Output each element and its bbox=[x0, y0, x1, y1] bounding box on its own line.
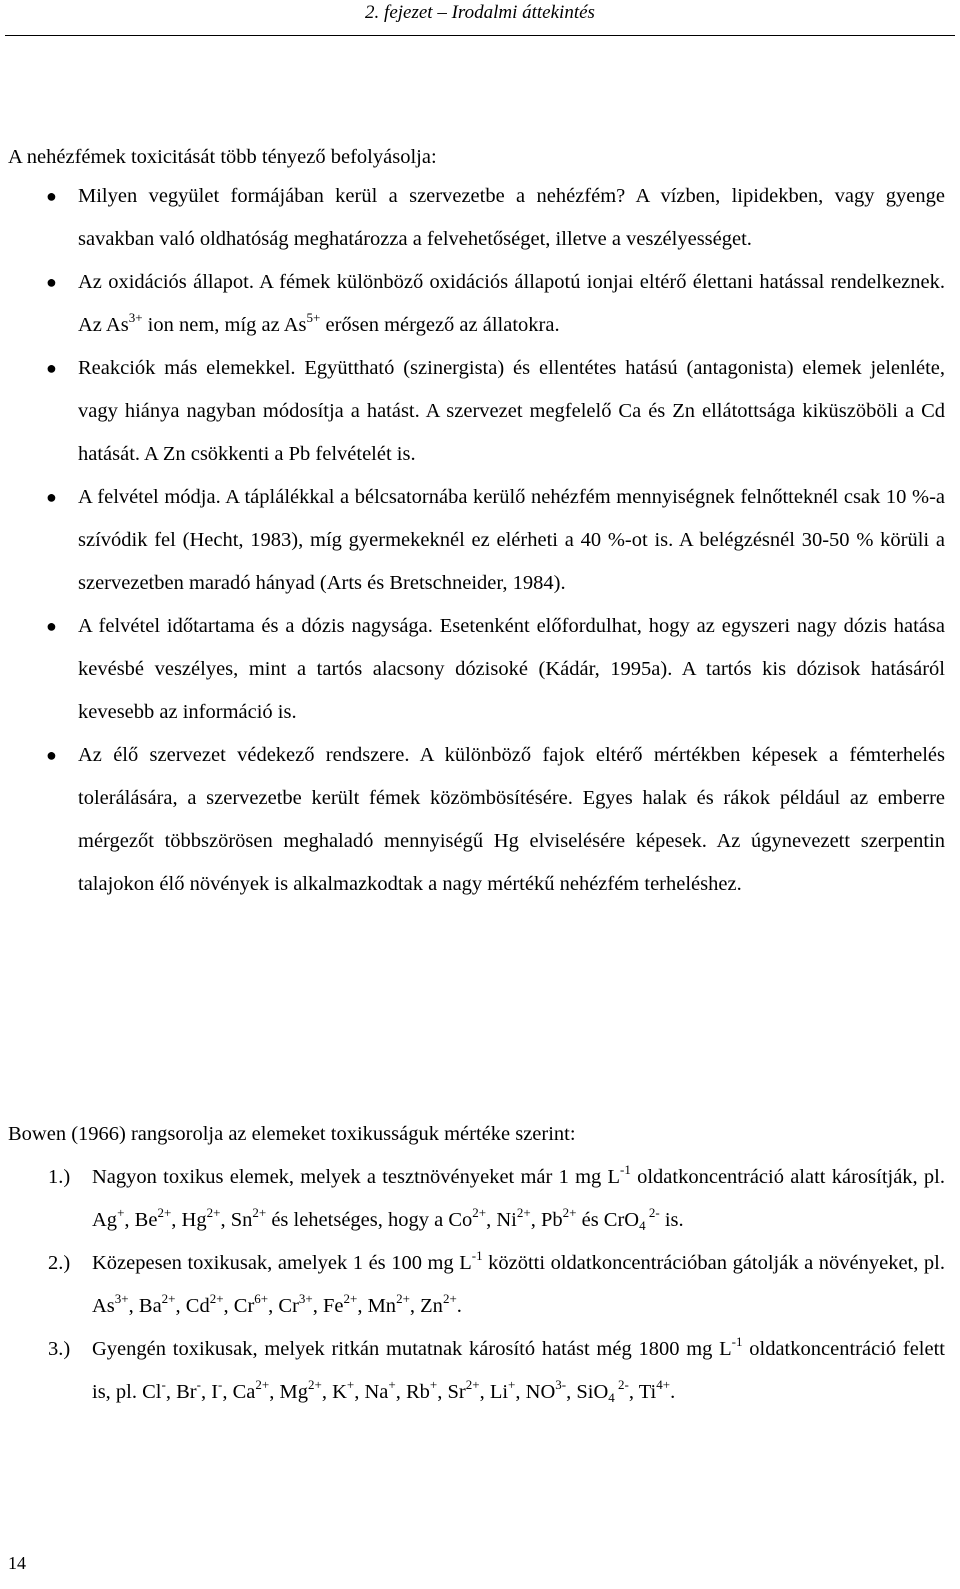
bullet-icon: ● bbox=[46, 745, 57, 765]
list-number: 2.) bbox=[48, 1252, 71, 1274]
bullet-icon: ● bbox=[46, 487, 57, 507]
factor-item bbox=[8, 261, 945, 347]
bullet-icon: ● bbox=[46, 186, 57, 206]
factor-item bbox=[8, 476, 945, 605]
factor-text: Az oxidációs állapot. A fémek különböző oxidációs állapotú ionjai eltérő élettani hatással rendelkeznek. Az $As^{3+}$ ion nem, míg az $As^{5+}$ erősen mérgező az állatokra. bbox=[78, 271, 945, 336]
factor-text: Milyen vegyület formájában kerül a szervezetbe a nehézfém? A vízben, lipidekben, vagy gyenge savakban való oldhatóság meghatározza a felvehetőséget, illetve a veszélyességet. bbox=[78, 185, 945, 250]
factor-item bbox=[8, 734, 945, 906]
factor-item bbox=[8, 347, 945, 476]
factor-text: A felvétel módja. A táplálékkal a bélcsatornába kerülő nehézfém mennyiségnek felnőtteknél csak 10 %-a szívódik fel (Hecht, 1983), míg gyermekeknél ez elérheti a 40 %-ot is. A belégzésnél 30-50 % körüli a szervezetben maradó hányad (Arts és Bretschneider, 1984). bbox=[78, 486, 945, 594]
toxicity-class-list bbox=[8, 1156, 945, 1414]
toxicity-class-item bbox=[8, 1328, 945, 1414]
bullet-icon: ● bbox=[46, 616, 57, 636]
page-number: 14 bbox=[8, 1553, 26, 1573]
factor-item bbox=[8, 175, 945, 261]
factor-text: Reakciók más elemekkel. Együttható (szinergista) és ellentétes hatású (antagonista) elemek jelenléte, vagy hiánya nagyban módosítja a hatást. A szervezet megfelelő Ca és Zn ellátottsága kiküszöböli a Cd hatását. A Zn csökkenti a Pb felvételét is. bbox=[78, 357, 945, 465]
list-number: 1.) bbox=[48, 1166, 71, 1188]
factor-text: Az élő szervezet védekező rendszere. A különböző fajok eltérő mértékben képesek a fémterhelés tolerálására, a szervezetbe került fémek közömbösítésére. Egyes halak és rákok például az emberre mérgezőt többszörösen meghaladó mennyiségű Hg elviselésére képesek. Az úgynevezett szerpentin talajokon élő növények is alkalmazkodtak a nagy mértékű nehézfém terheléshez. bbox=[78, 744, 945, 895]
list-number: 3.) bbox=[48, 1338, 71, 1360]
running-header: 2. fejezet – Irodalmi áttekintés bbox=[365, 2, 595, 23]
toxicity-class-text: Nagyon toxikus elemek, melyek a tesztnövényeket már 1 mg $L^{-1}$ oldatkoncentráció alatt károsítják, pl. Ag+, $Be^{2+}$, $Hg^{2+}$, $Sn^{2+}$ és lehetséges, hogy a $Co^{2+}$, $Ni^{2+}$, $Pb^{2+}$ és CrO$_4$ $^{2-}$ is. bbox=[92, 1162, 945, 1233]
toxicity-class-text: Közepesen toxikusak, amelyek 1 és 100 mg $L^{-1}$ közötti oldatkoncentrációban gátolják a növényeket, pl. $As^{3+}$, $Ba^{2+}$, $Cd^{2+}$, $Cr^{6+}$, $Cr^{3+}$, $Fe^{2+}$, $Mn^{2+}$, $Zn^{2+}$. bbox=[92, 1248, 945, 1317]
toxicity-class-item bbox=[8, 1156, 945, 1242]
factor-item bbox=[8, 605, 945, 734]
intro-paragraph: A nehézfémek toxicitását több tényező befolyásolja: bbox=[8, 146, 437, 168]
toxicity-class-item bbox=[8, 1242, 945, 1328]
factor-list bbox=[8, 175, 945, 906]
bullet-icon: ● bbox=[46, 358, 57, 378]
toxicity-class-text: Gyengén toxikusak, melyek ritkán mutatnak károsító hatást még 1800 mg $L^{-1}$ oldatkoncentráció felett is, pl. Cl-, Br-, I-, $Ca^{2+}$, $Mg^{2+}$, K+, Na+, Rb+, $Sr^{2+}$, Li+, $NO^{3-}$, SiO$_4$ $^{2-}$, $Ti^{4+}$. bbox=[92, 1334, 945, 1405]
factor-text: A felvétel időtartama és a dózis nagysága. Esetenként előfordulhat, hogy az egyszeri nagy dózis hatása kevésbé veszélyes, mint a tartós alacsony dózisoké (Kádár, 1995a). A tartós kis dózisok hatásáról kevesebb az információ is. bbox=[78, 615, 945, 723]
bowen-intro-paragraph: Bowen (1966) rangsorolja az elemeket toxikusságuk mértéke szerint: bbox=[8, 1123, 576, 1145]
bullet-icon: ● bbox=[46, 272, 57, 292]
header-rule bbox=[5, 35, 955, 36]
